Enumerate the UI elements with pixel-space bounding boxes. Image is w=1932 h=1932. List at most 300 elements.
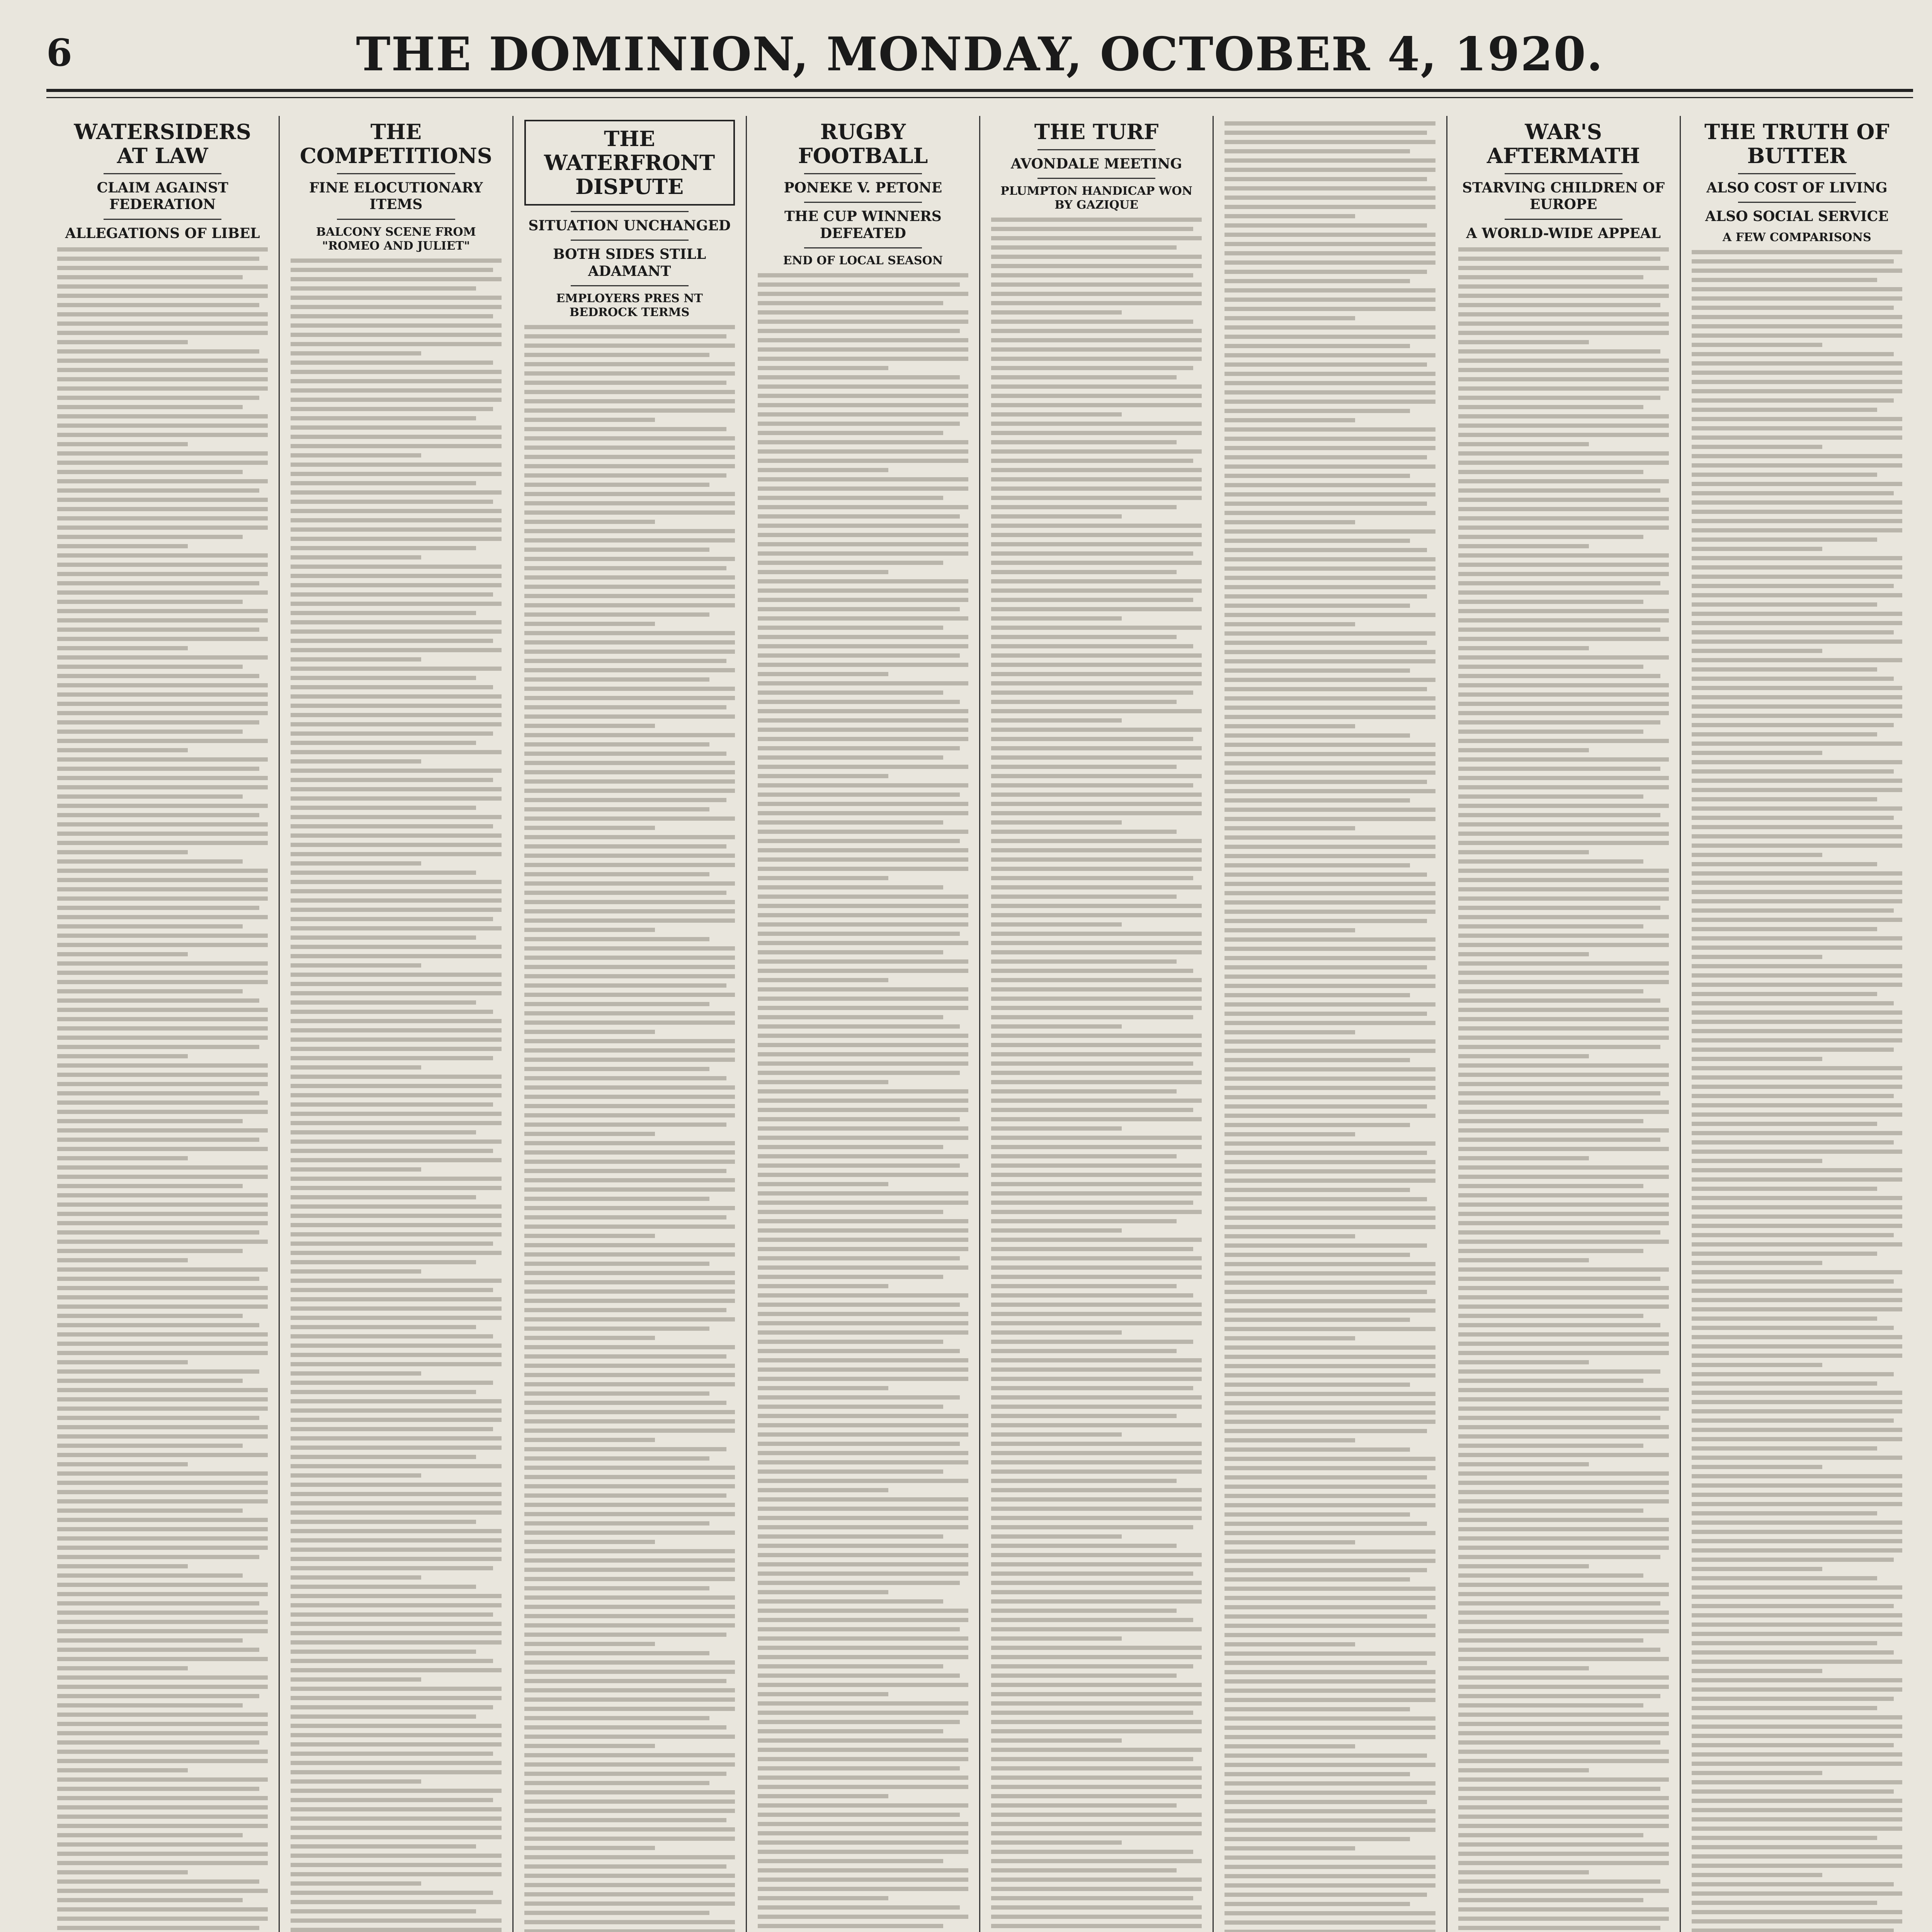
- text-line: [1225, 1651, 1435, 1656]
- text-line: [1225, 1383, 1410, 1387]
- text-line: [524, 1002, 710, 1006]
- text-line: [1458, 887, 1669, 891]
- text-line: [57, 1694, 259, 1698]
- text-line: [1692, 751, 1822, 755]
- text-line: [291, 602, 501, 606]
- text-line: [57, 989, 243, 993]
- text-line: [1692, 1595, 1902, 1599]
- text-line: [1225, 1308, 1435, 1313]
- text-line: [991, 598, 1193, 602]
- text-line: [1225, 177, 1427, 181]
- text-line: [291, 1733, 501, 1737]
- text-line: [1225, 381, 1435, 385]
- text-line: [291, 1158, 501, 1162]
- text-line: [291, 416, 476, 420]
- text-line: [758, 635, 968, 639]
- text-line: [1458, 442, 1589, 446]
- text-line: [57, 1342, 268, 1346]
- text-line: [1225, 1540, 1355, 1544]
- text-line: [1225, 1058, 1410, 1062]
- text-line: [758, 1785, 968, 1789]
- text-line: [1692, 1020, 1902, 1024]
- column-headline: WAR'S AFTERMATH: [1486, 119, 1640, 168]
- text-line: [524, 1540, 655, 1544]
- divider: [1037, 149, 1155, 150]
- text-line: [1458, 1277, 1660, 1281]
- text-line: [1692, 259, 1894, 264]
- text-line: [524, 446, 735, 450]
- text-line: [758, 969, 968, 973]
- text-line: [1225, 696, 1435, 701]
- text-line: [291, 1548, 501, 1552]
- text-line: [524, 622, 655, 626]
- text-line: [758, 1915, 968, 1919]
- text-line: [1692, 1214, 1902, 1219]
- text-line: [1458, 1100, 1669, 1105]
- text-line: [991, 978, 1202, 982]
- text-line: [57, 730, 243, 734]
- text-line: [1225, 214, 1355, 218]
- text-line: [57, 1379, 243, 1383]
- column-deck: CLAIM AGAINST FEDERATION: [97, 180, 228, 213]
- text-line: [758, 1525, 968, 1529]
- text-line: [1692, 417, 1902, 421]
- text-line: [991, 1757, 1193, 1761]
- text-line: [291, 908, 501, 912]
- text-line: [291, 407, 493, 411]
- text-line: [524, 538, 735, 543]
- text-line: [1225, 622, 1355, 626]
- text-line: [524, 492, 735, 496]
- text-line: [524, 1234, 655, 1238]
- text-line: [1225, 1679, 1435, 1684]
- divider: [1037, 178, 1155, 179]
- text-line: [758, 1173, 968, 1177]
- text-line: [1692, 575, 1902, 579]
- text-line: [1692, 1038, 1902, 1043]
- text-line: [1225, 1828, 1435, 1832]
- text-line: [291, 945, 501, 949]
- text-line: [524, 789, 735, 793]
- text-line: [991, 1627, 1202, 1631]
- text-line: [1458, 1777, 1669, 1782]
- text-line: [57, 312, 268, 316]
- text-line: [524, 1299, 735, 1303]
- text-line: [57, 1703, 243, 1708]
- text-line: [291, 1047, 501, 1051]
- text-line: [291, 852, 501, 856]
- article-text: [1225, 121, 1435, 1932]
- text-line: [1458, 776, 1669, 780]
- text-line: [991, 1553, 1202, 1557]
- text-line: [524, 1475, 735, 1479]
- text-line: [758, 1720, 960, 1724]
- text-line: [57, 767, 259, 771]
- text-line: [991, 1340, 1193, 1344]
- text-line: [758, 1850, 968, 1854]
- text-line: [758, 347, 968, 352]
- text-line: [291, 1232, 501, 1236]
- text-line: [1458, 1592, 1669, 1596]
- text-line: [57, 813, 259, 817]
- text-line: [57, 1100, 268, 1105]
- text-line: [524, 1122, 726, 1127]
- text-line: [291, 648, 501, 652]
- text-line: [991, 1034, 1202, 1038]
- text-line: [291, 731, 493, 736]
- text-line: [57, 850, 188, 854]
- text-line: [758, 551, 968, 556]
- text-line: [57, 1759, 268, 1763]
- text-line: [991, 1275, 1202, 1279]
- text-line: [57, 1731, 268, 1735]
- text-line: [1692, 1660, 1902, 1664]
- column-headline: THE COMPETITIONS: [299, 119, 492, 168]
- text-line: [991, 1887, 1202, 1891]
- text-line: [1692, 1456, 1902, 1460]
- text-line: [1692, 1919, 1902, 1923]
- text-line: [1225, 566, 1435, 571]
- text-line: [524, 946, 735, 951]
- text-line: [758, 885, 943, 889]
- text-line: [291, 1659, 493, 1663]
- text-line: [291, 1269, 421, 1274]
- text-line: [758, 876, 888, 880]
- text-line: [1692, 500, 1902, 505]
- text-line: [291, 1260, 476, 1264]
- text-line: [57, 1471, 268, 1476]
- text-line: [991, 1247, 1193, 1251]
- text-line: [758, 542, 968, 546]
- text-line: [291, 1455, 476, 1459]
- column-deck: A FEW COMPARISONS: [1723, 230, 1871, 244]
- text-line: [524, 872, 710, 876]
- text-line: [758, 1896, 888, 1900]
- text-line: [991, 1646, 1202, 1650]
- text-line: [524, 1085, 735, 1090]
- text-line: [1692, 1771, 1822, 1775]
- text-line: [758, 1414, 968, 1418]
- text-line: [524, 557, 735, 561]
- text-line: [1458, 1768, 1589, 1772]
- text-line: [1225, 900, 1435, 905]
- text-line: [524, 1308, 726, 1312]
- text-line: [1458, 1026, 1669, 1031]
- text-line: [291, 954, 501, 958]
- text-line: [524, 742, 710, 747]
- text-line: [758, 422, 960, 426]
- text-line: [1692, 361, 1902, 366]
- text-line: [1225, 780, 1427, 784]
- text-line: [291, 1752, 493, 1756]
- divider: [1505, 219, 1622, 220]
- text-line: [57, 451, 268, 456]
- text-line: [991, 1562, 1202, 1566]
- text-line: [991, 1701, 1202, 1706]
- text-line: [291, 490, 501, 495]
- text-line: [1225, 270, 1427, 274]
- text-line: [1225, 242, 1435, 246]
- text-line: [1692, 426, 1902, 430]
- text-line: [291, 1010, 493, 1014]
- text-line: [1225, 1179, 1435, 1183]
- text-line: [57, 1796, 268, 1800]
- text-line: [291, 463, 501, 467]
- text-line: [291, 1362, 501, 1366]
- text-line: [57, 1592, 268, 1596]
- text-line: [1692, 1344, 1902, 1349]
- text-line: [1692, 779, 1902, 783]
- text-line: [1692, 1363, 1822, 1367]
- text-line: [991, 1043, 1202, 1047]
- text-line: [991, 755, 1202, 760]
- text-line: [57, 1453, 268, 1457]
- text-line: [1458, 275, 1644, 279]
- text-line: [57, 1573, 243, 1578]
- text-line: [57, 1555, 259, 1559]
- text-line: [291, 1483, 501, 1487]
- text-line: [758, 1636, 968, 1641]
- text-line: [1225, 1067, 1435, 1071]
- text-line: [524, 325, 735, 329]
- text-line: [991, 987, 1202, 992]
- text-line: [991, 1636, 1122, 1641]
- text-line: [758, 440, 968, 444]
- text-line: [57, 433, 268, 437]
- text-line: [1225, 427, 1435, 432]
- column-headline: WATERSIDERS AT LAW: [74, 119, 251, 168]
- text-line: [991, 1367, 1202, 1372]
- text-line: [991, 793, 1202, 797]
- text-line: [1225, 798, 1410, 803]
- text-line: [291, 1028, 501, 1032]
- text-line: [1225, 158, 1435, 163]
- text-line: [1458, 1286, 1669, 1290]
- text-line: [291, 1844, 476, 1849]
- text-line: [758, 431, 943, 435]
- text-line: [758, 1340, 943, 1344]
- text-line: [758, 1683, 968, 1687]
- text-line: [758, 626, 943, 630]
- text-line: [524, 659, 726, 663]
- text-line: [758, 1136, 968, 1140]
- text-line: [1458, 1212, 1669, 1216]
- text-line: [1225, 335, 1435, 339]
- text-line: [991, 505, 1177, 509]
- text-line: [991, 1136, 1202, 1140]
- text-line: [758, 802, 968, 806]
- text-line: [758, 1655, 968, 1659]
- text-line: [758, 1497, 968, 1502]
- divider: [1738, 202, 1856, 203]
- text-line: [57, 1490, 268, 1494]
- text-line: [991, 1451, 1202, 1455]
- text-line: [1692, 621, 1902, 625]
- text-line: [57, 1286, 268, 1290]
- text-line: [1458, 1499, 1669, 1503]
- text-line: [1458, 665, 1644, 669]
- text-line: [991, 1850, 1193, 1854]
- text-line: [524, 436, 735, 440]
- text-line: [57, 1620, 268, 1624]
- text-line: [758, 1859, 943, 1863]
- text-line: [1225, 1902, 1410, 1906]
- text-line: [1225, 1216, 1435, 1220]
- text-line: [1692, 1400, 1902, 1404]
- text-line: [291, 759, 421, 764]
- text-line: [1458, 1870, 1589, 1874]
- text-line: [758, 1377, 968, 1381]
- text-line: [524, 418, 655, 422]
- text-line: [758, 616, 968, 621]
- text-line: [291, 926, 501, 930]
- text-line: [291, 574, 501, 578]
- text-line: [1225, 1392, 1435, 1396]
- text-line: [57, 1295, 268, 1299]
- text-line: [1225, 882, 1435, 886]
- text-line: [1692, 899, 1902, 903]
- text-line: [291, 1631, 501, 1635]
- text-line: [291, 1826, 501, 1830]
- text-line: [991, 1330, 1122, 1335]
- text-line: [524, 1642, 655, 1646]
- text-line: [1225, 1253, 1410, 1257]
- column-headline: THE TURF: [1034, 119, 1159, 144]
- text-line: [291, 1696, 501, 1700]
- text-line: [291, 1065, 421, 1070]
- text-line: [991, 561, 1202, 565]
- text-line: [991, 653, 1202, 658]
- text-line: [57, 1611, 268, 1615]
- text-line: [524, 1633, 726, 1637]
- text-line: [524, 1837, 735, 1841]
- text-line: [524, 1364, 735, 1368]
- text-line: [291, 620, 501, 624]
- text-line: [524, 501, 735, 505]
- text-line: [1225, 715, 1435, 719]
- text-line: [758, 1219, 968, 1223]
- text-line: [1225, 937, 1435, 942]
- text-line: [758, 1794, 888, 1798]
- text-line: [758, 1831, 968, 1835]
- text-line: [524, 1262, 710, 1266]
- text-line: [758, 1590, 888, 1594]
- text-line: [1225, 1151, 1427, 1155]
- text-line: [991, 1534, 1122, 1539]
- text-line: [1458, 1713, 1669, 1717]
- text-line: [291, 1056, 493, 1060]
- text-line: [991, 746, 1202, 750]
- text-line: [1692, 1530, 1902, 1534]
- text-line: [1692, 825, 1902, 829]
- text-line: [57, 1110, 268, 1114]
- text-line: [524, 473, 726, 478]
- text-line: [991, 1089, 1177, 1094]
- text-line: [57, 1629, 268, 1633]
- text-line: [57, 1008, 268, 1012]
- text-line: [991, 1201, 1193, 1205]
- text-line: [1225, 1522, 1427, 1526]
- text-line: [1692, 1437, 1902, 1441]
- text-line: [1692, 1864, 1902, 1868]
- text-line: [1692, 315, 1902, 319]
- text-line: [1225, 511, 1435, 515]
- text-line: [1458, 1740, 1660, 1745]
- text-line: [291, 1381, 493, 1385]
- text-line: [1458, 1611, 1669, 1615]
- text-line: [1458, 1462, 1589, 1466]
- text-line: [524, 1558, 735, 1563]
- text-line: [758, 997, 968, 1001]
- text-line: [758, 459, 968, 463]
- text-line: [1458, 1750, 1669, 1754]
- text-line: [758, 1442, 960, 1446]
- text-line: [1225, 1021, 1435, 1025]
- text-line: [1692, 1901, 1877, 1905]
- text-line: [291, 527, 501, 532]
- text-line: [57, 1406, 268, 1411]
- text-line: [1692, 1641, 1877, 1645]
- text-line: [524, 1289, 735, 1294]
- text-line: [1458, 1119, 1644, 1123]
- column-deck: STARVING CHILDREN OF EUROPE: [1462, 180, 1665, 213]
- text-line: [524, 1373, 735, 1377]
- text-line: [1458, 1184, 1644, 1188]
- text-line: [57, 1314, 243, 1318]
- text-line: [758, 811, 968, 815]
- text-line: [1692, 333, 1902, 338]
- text-line: [291, 1816, 501, 1821]
- text-line: [1458, 1861, 1669, 1865]
- column-headline: THE WATERFRONT DISPUTE: [524, 120, 735, 206]
- text-line: [1692, 482, 1902, 486]
- text-line: [991, 1228, 1122, 1233]
- text-line: [758, 1228, 968, 1233]
- text-line: [1692, 853, 1822, 857]
- text-line: [758, 848, 968, 852]
- text-line: [1458, 1694, 1660, 1698]
- text-line: [1458, 748, 1589, 752]
- text-line: [758, 1822, 968, 1826]
- text-line: [1458, 1165, 1669, 1170]
- text-line: [991, 857, 1202, 862]
- text-line: [991, 1618, 1193, 1622]
- text-line: [291, 1918, 501, 1923]
- text-line: [524, 353, 710, 357]
- text-line: [1225, 1512, 1410, 1517]
- text-line: [524, 993, 735, 997]
- text-line: [1692, 1493, 1902, 1497]
- text-line: [57, 655, 268, 660]
- text-line: [991, 366, 1193, 370]
- text-line: [758, 1534, 943, 1539]
- text-line: [57, 1833, 243, 1837]
- text-line: [291, 917, 493, 921]
- text-line: [57, 628, 259, 632]
- text-line: [1458, 628, 1660, 632]
- text-line: [758, 1154, 968, 1158]
- text-line: [991, 997, 1202, 1001]
- text-line: [1692, 380, 1902, 384]
- text-line: [291, 518, 501, 522]
- text-line: [758, 1182, 888, 1186]
- text-line: [1692, 1224, 1902, 1228]
- text-line: [524, 381, 726, 385]
- text-line: [758, 477, 968, 481]
- text-line: [991, 1729, 1202, 1733]
- text-line: [991, 1655, 1202, 1659]
- text-line: [291, 1622, 501, 1626]
